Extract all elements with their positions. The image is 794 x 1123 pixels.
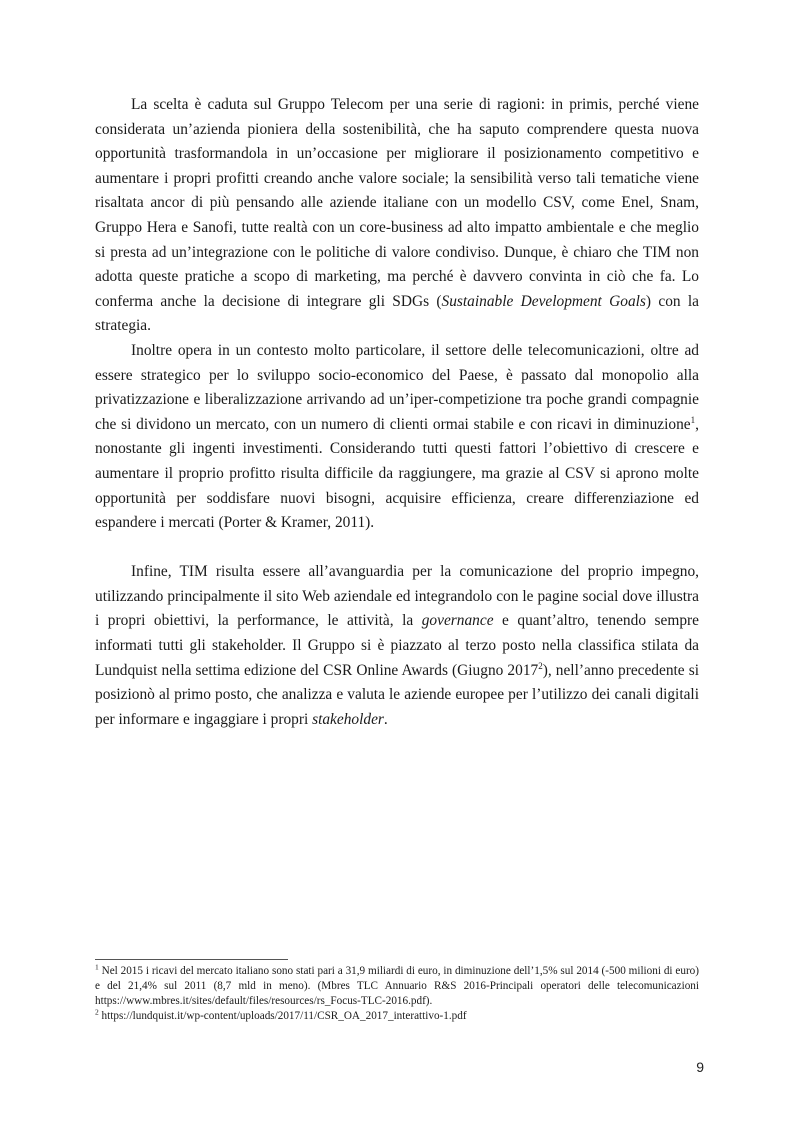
footnotes xyxy=(95,964,699,1024)
footnote-ref-2[interactable]: 2 xyxy=(538,660,543,671)
footnote-separator xyxy=(95,959,288,960)
footnote-2: $^2$ https://lundquist.it/wp-content/uploads/2017/11/CSR_OA_2017_interattivo-1.pdf xyxy=(95,1007,467,1022)
paragraph-1: La scelta è caduta sul Gruppo Telecom per una serie di ragioni: in primis, perché viene considerata un’azienda pioniera della sostenibilità, che ha saputo comprendere questa nuova opportunità trasformandola in un’occasione per migliorare il posizionamento competitivo e aumentare i propri profitti creando anche valore sociale; la sensibilità verso tali tematiche viene risaltata ancor di più pensando alle aziende italiane con un modello CSV, come Enel, Snam, Gruppo Hera e Sanofi, tutte realtà con un core-business ad alto impatto ambientale e che meglio si presta ad un’integrazione con le politiche di valore condiviso. Dunque, è chiaro che TIM non adotta queste pratiche a scopo di marketing, ma perché è davvero convinta in ciò che fa. Lo conferma anche la decisione di integrare gli SDGs (Sustainable Development Goals) con la strategia. xyxy=(95,96,699,335)
footnote-1: $^1$ Nel 2015 i ricavi del mercato italiano sono stati pari a 31,9 miliardi di euro, in diminuzione dell’1,5% sul 2014 (-500 milioni di euro) e del 21,4% sul 2011 (8,7 mld in meno). (Mbres TLC Annuario R&S 2016-Principali operatori delle telecomunicazioni https://www.mbres.it/sites/default/files/resources/rs_Focus-TLC-2016.pdf). xyxy=(95,962,699,1007)
italic-term: stakeholder xyxy=(312,710,384,728)
footnote-ref-1[interactable]: 1 xyxy=(690,414,696,425)
paragraph-3: Infine, TIM risulta essere all’avanguardia per la comunicazione del proprio impegno, utilizzando principalmente il sito Web aziendale ed integrandolo con le pagine social dove illustra i propri obiettivi, la performance, le attività, la governance e quant’altro, tenendo sempre informati tutti gli stakeholder. Il Gruppo si è piazzato al terzo posto nella classifica stilata da Lundquist nella settima edizione del CSR Online Awards (Giugno 2017$^2$), nell’anno precedente si posizionò al primo posto, che analizza e valuta le aziende europee per l’utilizzo dei canali digitali per informare e ingaggiare i propri stakeholder. xyxy=(95,563,699,728)
body-text xyxy=(95,93,699,732)
italic-term: Sustainable Development Goals xyxy=(441,292,646,310)
page-number: 9 xyxy=(696,1059,704,1075)
paragraph-2: Inoltre opera in un contesto molto particolare, il settore delle telecomunicazioni, oltre ad essere strategico per lo sviluppo socio-economico del Paese, è passato dal monopolio alla privatizzazione e liberalizzazione arrivando ad un’iper-competizione tra poche grandi compagnie che si dividono un mercato, con un numero di clienti ormai stabile e con ricavi in diminuzione$^1$, nonostante gli ingenti investimenti. Considerando tutti questi fattori l’obiettivo di crescere e aumentare il proprio profitto risulta difficile da raggiungere, ma grazie al CSV si aprono molte opportunità per soddisfare nuovi bisogni, acquisire efficienza, creare differenziazione ed espandere i mercati (Porter & Kramer, 2011). xyxy=(95,341,699,532)
italic-term: governance xyxy=(421,612,494,630)
